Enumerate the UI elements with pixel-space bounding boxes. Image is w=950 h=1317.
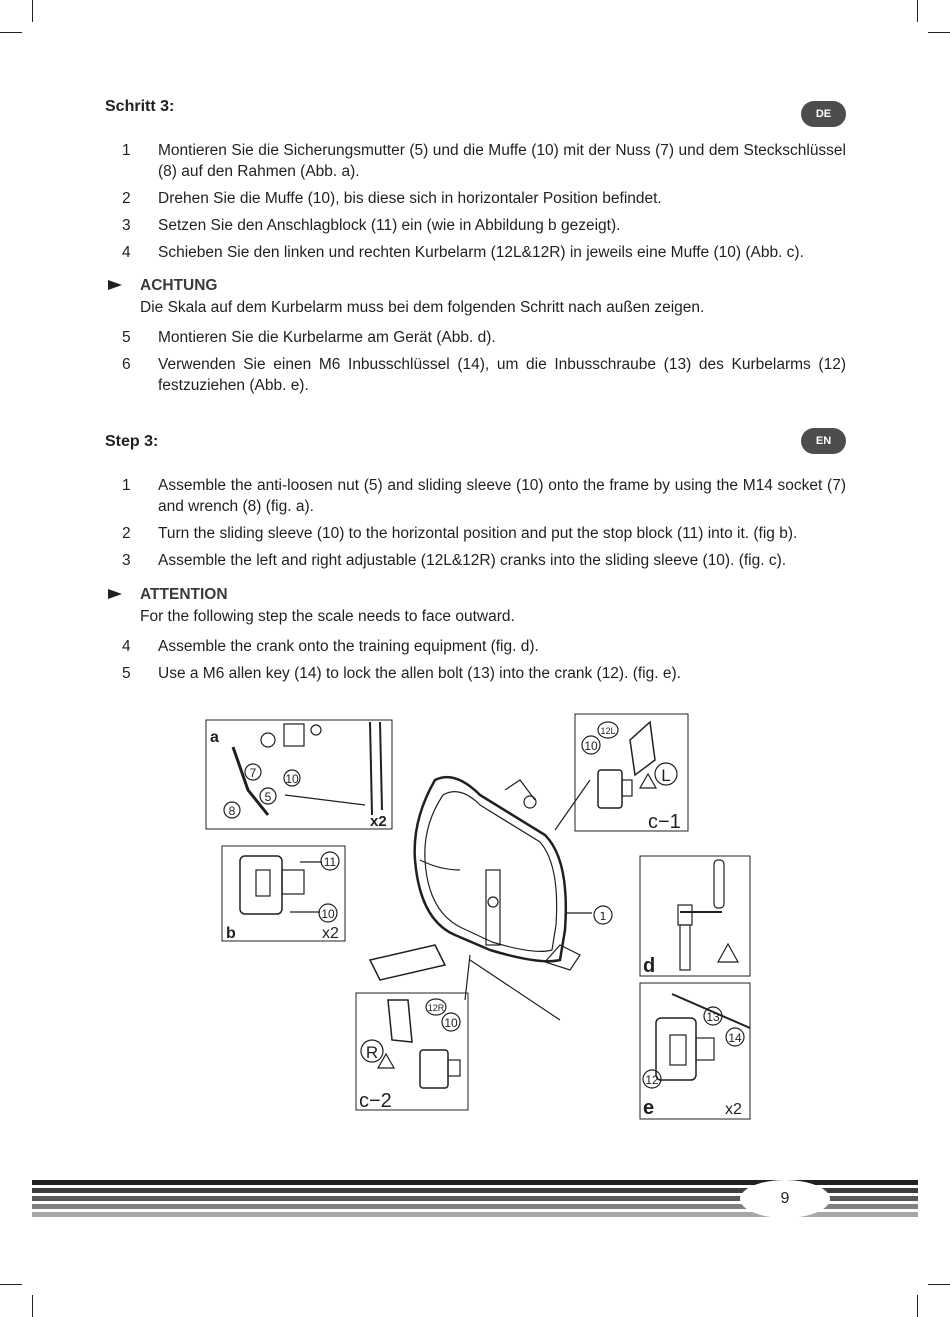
callout-number: 10 [321,907,335,921]
step-text: Schieben Sie den linken und rechten Kurbelarm (12L&12R) in jeweils eine Muffe (10) (Abb. c). [158,244,804,261]
section-title-de: Schritt 3: [105,98,175,115]
step-item [105,663,846,684]
crop-mark [917,1295,918,1317]
figure-label: a [210,729,219,746]
arrow-icon [108,280,122,290]
crop-mark [32,0,33,22]
crop-mark [0,32,22,33]
figure-label: d [643,955,656,977]
step-text: Setzen Sie den Anschlagblock (11) ein (wie in Abbildung b gezeigt). [158,217,621,234]
figure-d [640,856,750,977]
crop-mark [32,1295,33,1317]
lang-badge-en: EN [801,428,846,454]
callout-number: 11 [323,855,337,869]
callout-number: 1 [599,910,607,923]
step-item [105,550,846,571]
figure-label: c−1 [648,811,681,833]
crop-mark [0,1284,22,1285]
step-number: 5 [122,665,131,682]
main-frame-drawing [370,777,592,1020]
quantity-label: x2 [725,1101,742,1118]
step-text: Assemble the left and right adjustable (12L&12R) cranks into the sliding sleeve (10). (fig. c). [158,552,787,569]
attention-title: ACHTUNG [140,277,218,294]
figure-a [206,720,392,830]
step-number: 1 [122,142,131,159]
step-text: Drehen Sie die Muffe (10), bis diese sich in horizontaler Position befindet. [158,190,662,207]
callout-number: 12 [645,1073,659,1087]
crop-mark [928,32,950,33]
step-text: Use a M6 allen key (14) to lock the allen bolt (13) into the crank (12). (fig. e). [158,665,681,682]
step-item [105,327,846,348]
step-item [105,215,846,236]
step-number: 2 [122,525,131,542]
step-item [105,242,846,263]
callout-number: 10 [285,772,299,786]
figure-e [640,983,750,1119]
step-item [105,523,846,544]
step-number: 6 [122,356,131,373]
attention-text: Die Skala auf dem Kurbelarm muss bei dem folgenden Schritt nach außen zeigen. [140,299,705,316]
figure-c1 [575,714,688,833]
step-text: Montieren Sie die Kurbelarme am Gerät (Abb. d). [158,329,496,346]
quantity-label: x2 [370,813,387,830]
step-text: Assemble the anti-loosen nut (5) and sliding sleeve (10) onto the frame by using the M14 socket (7) and wrench (8) (fig. a). [158,477,846,515]
step-text: Turn the sliding sleeve (10) to the horizontal position and put the stop block (11) into it. (fig b). [158,525,798,542]
callout-number: 14 [728,1031,742,1045]
step-number: 3 [122,217,131,234]
step-number: 1 [122,477,131,494]
callout-number: 5 [264,790,272,804]
page-number: 9 [740,1180,830,1218]
step-number: 3 [122,552,131,569]
steps-en-2 [105,636,846,690]
crop-mark [917,0,918,22]
step-text: Montieren Sie die Sicherungsmutter (5) und die Muffe (10) mit der Nuss (7) und dem Steckschlüssel (8) auf den Rahmen (Abb. a). [158,142,846,180]
section-title-en: Step 3: [105,433,159,450]
lang-badge-de: DE [801,101,846,127]
quantity-label: x2 [322,925,339,942]
callout-number: 13 [706,1010,720,1024]
step-item [105,140,846,182]
callout-number: 12R [427,1003,445,1013]
assembly-illustration [200,708,760,1128]
attention-text: For the following step the scale needs to face outward. [140,608,515,625]
steps-de-2 [105,327,846,402]
callout-number: 7 [249,766,257,780]
crop-mark [928,1284,950,1285]
step-text: Verwenden Sie einen M6 Inbusschlüssel (14), um die Inbusschraube (13) des Kurbelarms (12) festzuziehen (Abb. e). [158,356,846,394]
step-item [105,188,846,209]
callout-number: 8 [228,804,236,818]
step-item [105,636,846,657]
step-number: 2 [122,190,131,207]
step-number: 5 [122,329,131,346]
step-number: 4 [122,638,131,655]
callout-number: 10 [584,739,598,753]
figure-c2 [356,993,468,1112]
steps-de [105,140,846,269]
steps-en [105,475,846,577]
step-number: 4 [122,244,131,261]
callout-number: 12L [600,726,616,736]
step-item [105,354,846,396]
attention-en [105,584,846,628]
figure-label: c−2 [359,1090,392,1112]
step-item [105,475,846,517]
attention-de [105,275,846,319]
callout-number: 10 [444,1016,458,1030]
step-text: Assemble the crank onto the training equipment (fig. d). [158,638,539,655]
figure-label: b [226,925,236,942]
side-label: R [365,1043,379,1062]
figure-b [222,846,345,942]
attention-title: ATTENTION [140,586,228,603]
figure-label: e [643,1097,655,1119]
side-label: L [661,766,671,785]
arrow-icon [108,589,122,599]
